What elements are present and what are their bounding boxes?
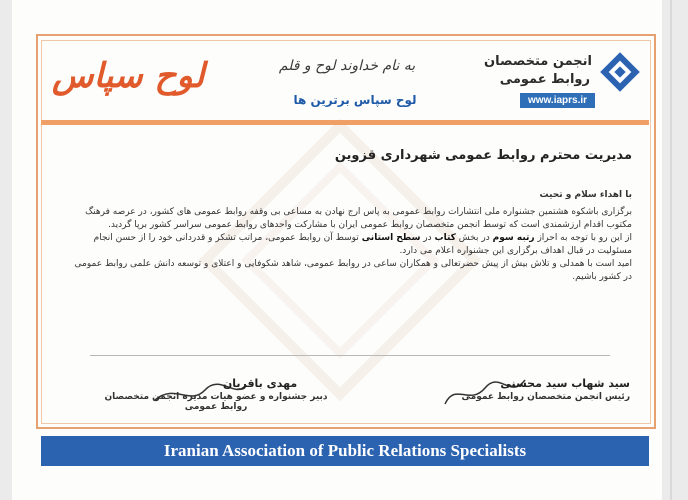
logo-name-line1: انجمن متخصصان	[484, 54, 592, 69]
recipient-line: مدیریت محترم روابط عمومی شهرداری قزوین	[334, 148, 632, 163]
p2-part-a: از این رو با توجه به احراز	[537, 233, 632, 243]
award-section: کتاب	[434, 233, 456, 243]
logo-name-line2: روابط عمومی	[499, 72, 590, 87]
paragraph-3: امید است با همدلی و تلاش بیش از پیش حضرتعالی و همکاران ساعی در روابط عمومی، شاهد شکوفایی و اعتلای و توسعه دانش علمی روابط عمومی در کشور باشیم.	[74, 259, 632, 282]
salutation: با اهداء سلام و تحیت	[539, 190, 632, 200]
p2-part-c: در	[423, 233, 432, 243]
p2-part-d: توسط آن روابط عمومی، مراتب تشکر و قدردانی خود را از حسن انجام مسئولیت در قبال اهداف برگزاری این جشنواره اعلام می دارد.	[93, 233, 632, 256]
p2-part-b: در بخش	[458, 233, 490, 243]
letter-body	[72, 206, 632, 284]
paragraph-1: برگزاری باشکوه هشتمین جشنواره ملی انتشارات روابط عمومی به پاس ارج نهادن به مساعی بی وقفه روابط عمومی های کشور، در عرصه فرهنگ مکتوب اقدام ارزشمندی است که توسط انجمن متخصصان روابط عمومی ایران با مشارکت واحدهای روابط عمومی سراسر کشور برپا گردید.	[85, 207, 632, 230]
certificate-subtitle: لوح سپاس برترین ها	[293, 93, 417, 107]
right-signatory-name: سید شهاب سید محسنی	[500, 377, 630, 390]
left-signatory-title: دبیر جشنواره و عضو هیات مدیره انجمن متخصصان روابط عمومی	[104, 392, 328, 412]
award-level: سطح استانی	[361, 233, 421, 243]
left-signatory-name: مهدی باقریان	[222, 377, 298, 390]
logo-url: www.iaprs.ir	[520, 93, 595, 108]
bismillah-heading: به نام خداوند لوح و قلم	[278, 58, 416, 74]
award-rank: رتبه سوم	[492, 233, 535, 243]
header-divider-bar	[41, 120, 649, 125]
footer-banner: Iranian Association of Public Relations Specialists	[41, 436, 649, 466]
association-logo-icon	[600, 52, 640, 92]
certificate-title: لوح سپاس	[52, 56, 205, 96]
scan-edge	[670, 0, 672, 500]
signature-divider	[90, 355, 610, 356]
right-signatory-title: رئیس انجمن متخصصان روابط عمومی	[461, 392, 630, 402]
paragraph-2	[72, 232, 632, 258]
